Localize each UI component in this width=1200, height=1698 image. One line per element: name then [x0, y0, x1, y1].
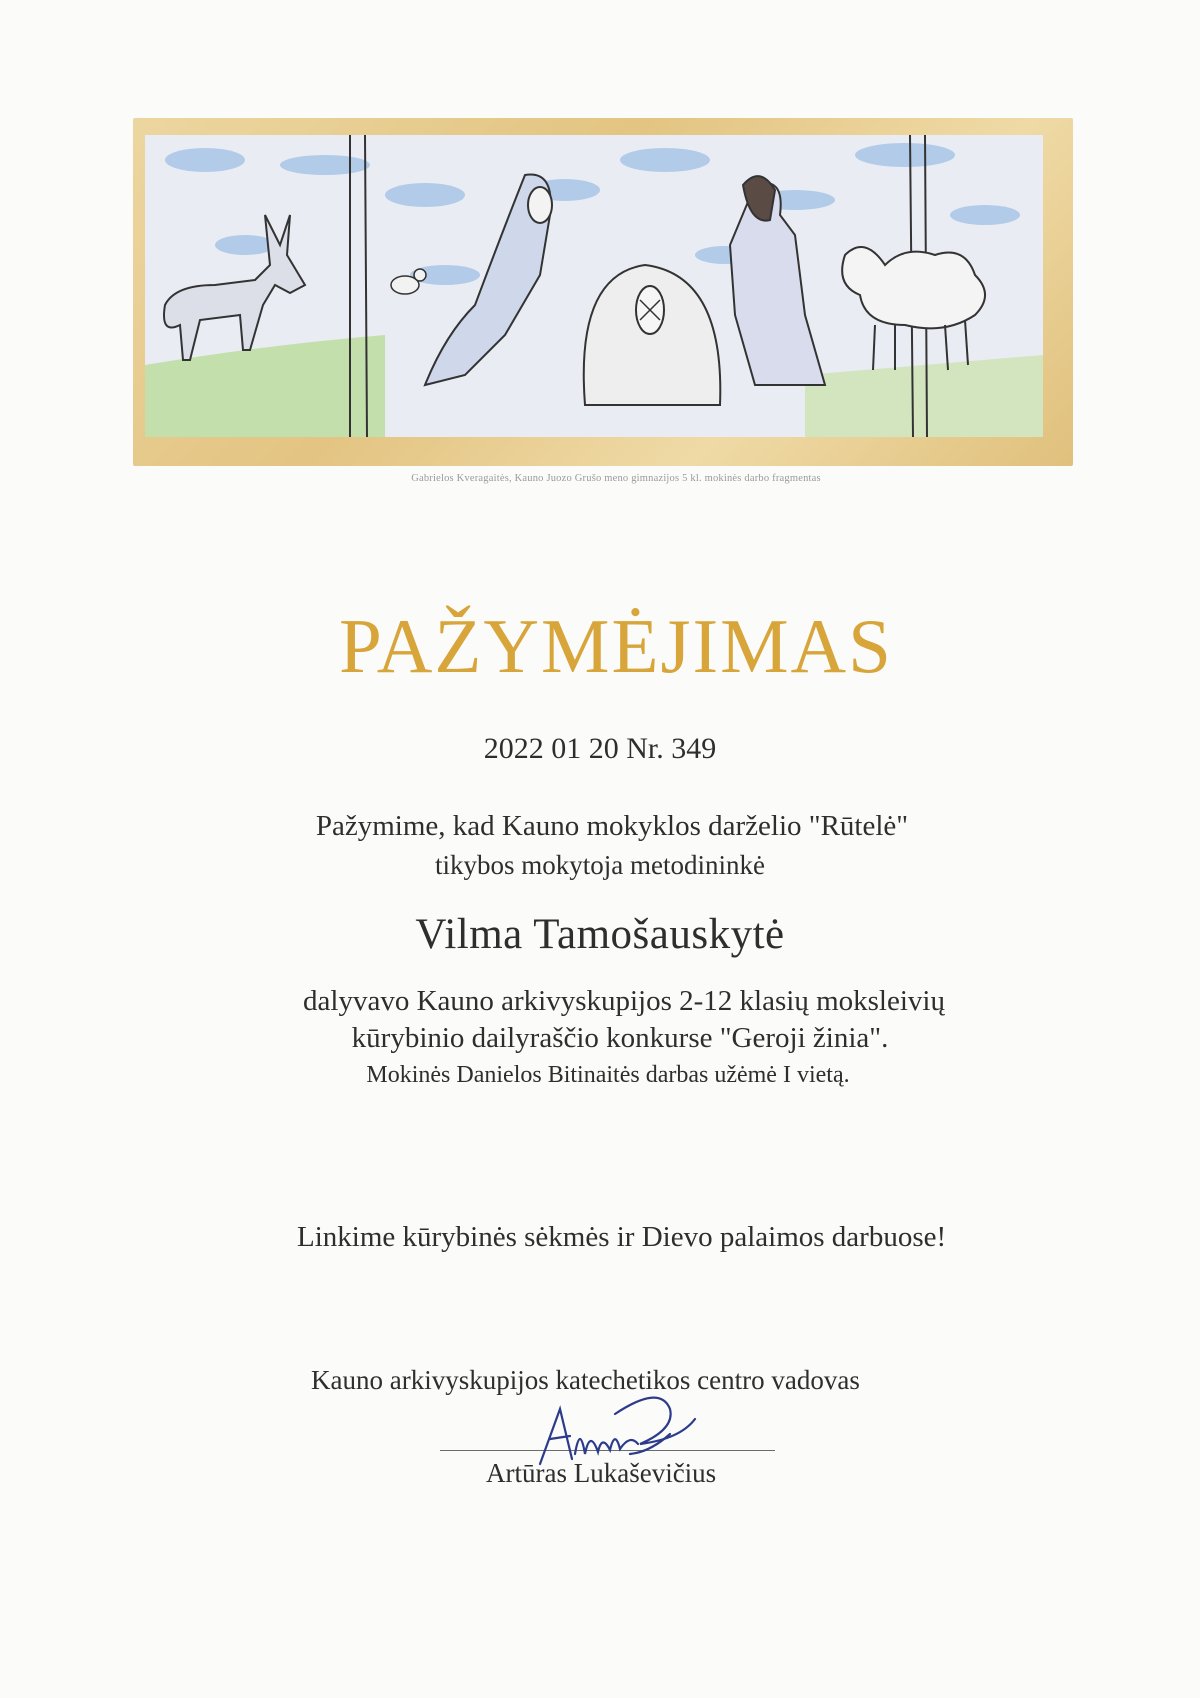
signer-name: Artūras Lukaševičius	[486, 1458, 717, 1488]
certificate-title: PAŽYMĖJIMAS	[338, 603, 893, 689]
body-line-4: kūrybinio dailyraščio konkurse "Geroji žinia".	[351, 1022, 889, 1054]
illustration-caption: Gabrielos Kveragaitės, Kauno Juozo Grušo meno gimnazijos 5 kl. mokinės darbo fragmentas	[411, 473, 821, 484]
recipient-name: Vilma Tamošauskytė	[415, 911, 785, 958]
date-and-number: 2022 01 20 Nr. 349	[483, 732, 717, 765]
body-line-1: Pažymime, kad Kauno mokyklos darželio "Rūtelė"	[315, 810, 909, 842]
signer-role: Kauno arkivyskupijos katechetikos centro vadovas	[311, 1365, 860, 1395]
body-line-3: dalyvavo Kauno arkivyskupijos 2-12 klasių moksleivių	[303, 985, 945, 1017]
body-line-2: tikybos mokytoja metodininkė	[435, 850, 765, 880]
wish-line: Linkime kūrybinės sėkmės ir Dievo palaimos darbuose!	[297, 1221, 947, 1253]
nativity-scene-drawing-icon	[145, 135, 1043, 437]
body-line-5: Mokinės Danielos Bitinaitės darbas užėmė I vietą.	[366, 1062, 850, 1088]
